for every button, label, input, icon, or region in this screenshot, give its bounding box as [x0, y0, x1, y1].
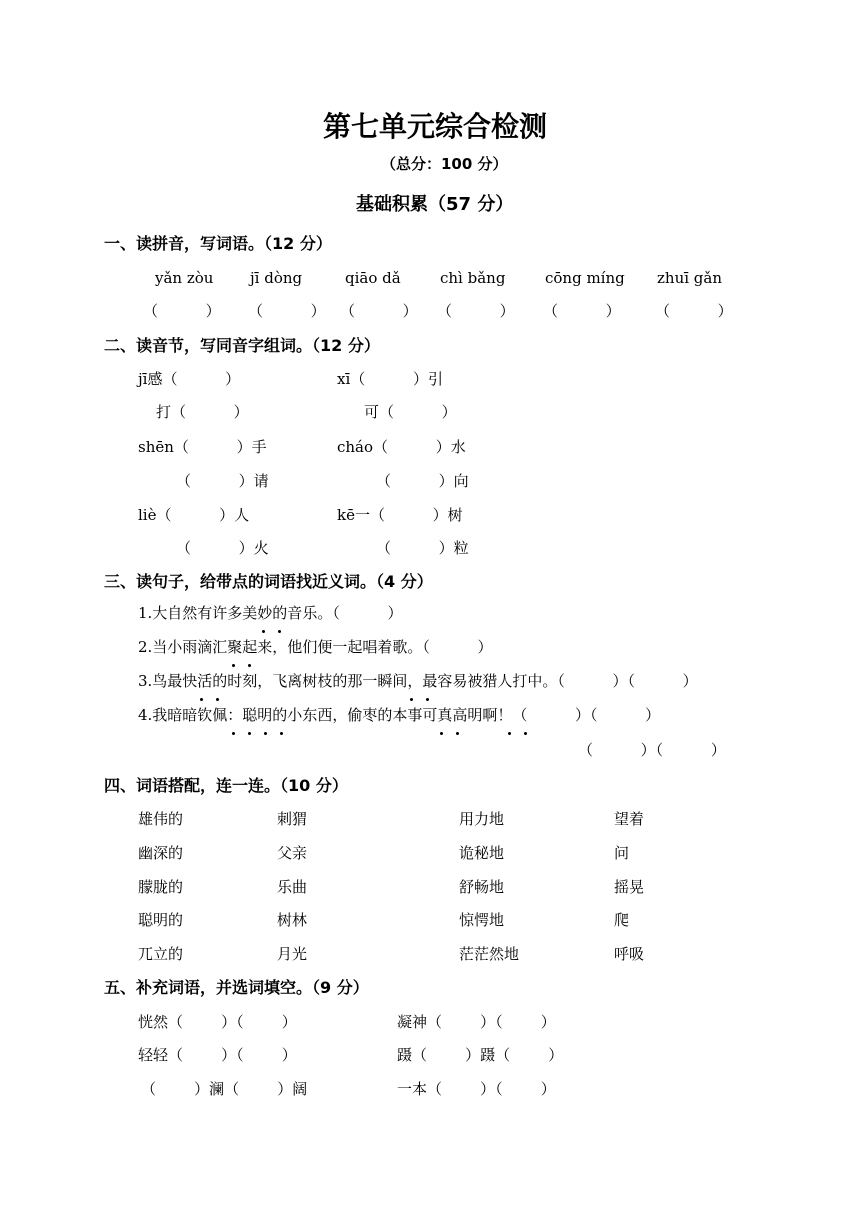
homophone-item[interactable]: shēn（ ）手 [138, 438, 267, 456]
emphasis-dot [456, 732, 459, 735]
homophone-item[interactable]: kē一（ ）树 [337, 506, 463, 524]
section-4-heading: 四、词语搭配，连一连。（10 分） [104, 776, 348, 795]
homophone-item[interactable]: jī感（ ） [138, 370, 241, 388]
emphasis-dot [280, 732, 283, 735]
emphasis-dot [278, 630, 281, 633]
match-right-word[interactable]: 树林 [277, 911, 308, 929]
total-score: （总分：100 分） [381, 155, 508, 173]
homophone-item[interactable]: （ ）粒 [376, 539, 469, 557]
pinyin-3: qiāo dǎ [345, 269, 401, 287]
emphasis-dot [508, 732, 511, 735]
homophone-item[interactable]: 打（ ） [156, 403, 249, 421]
answer-blank-5[interactable]: （ ） [543, 302, 621, 320]
emphasis-dot [200, 698, 203, 701]
homophone-item[interactable]: cháo（ ）水 [337, 438, 466, 456]
pinyin-5: cōng míng [545, 269, 625, 287]
match-left-word[interactable]: 朦胧的 [138, 878, 184, 896]
emphasis-dot [524, 732, 527, 735]
homophone-item[interactable]: 可（ ） [364, 403, 457, 421]
sentence-item-4[interactable]: 4.我暗暗钦佩：聪明的小东西，偷枣的本事可真高明啊！（ ）（ ） [138, 706, 661, 724]
emphasis-dot [216, 698, 219, 701]
match-right-word[interactable]: 父亲 [277, 844, 308, 862]
match-right-word[interactable]: 月光 [277, 945, 308, 963]
pinyin-6: zhuī gǎn [657, 269, 722, 287]
idiom-fill-item[interactable]: 恍然（ ）（ ） [138, 1013, 297, 1031]
emphasis-dot [410, 698, 413, 701]
emphasis-dot [232, 664, 235, 667]
emphasis-dot [440, 732, 443, 735]
match-right-word[interactable]: 乐曲 [277, 878, 308, 896]
section-5-heading: 五、补充词语，并选词填空。（9 分） [104, 978, 369, 997]
homophone-item[interactable]: （ ）向 [376, 472, 469, 490]
match-left-word[interactable]: 诡秘地 [459, 844, 505, 862]
answer-blank-4[interactable]: （ ） [437, 302, 515, 320]
homophone-item[interactable]: xī（ ）引 [337, 370, 443, 388]
idiom-fill-item[interactable]: 蹑（ ）蹑（ ） [397, 1046, 564, 1064]
match-left-word[interactable]: 用力地 [459, 810, 505, 828]
idiom-fill-item[interactable]: 轻轻（ ）（ ） [138, 1046, 297, 1064]
sentence-item-1[interactable]: 1.大自然有许多美妙的音乐。（ ） [138, 604, 403, 622]
section-3-heading: 三、读句子，给带点的词语找近义词。（4 分） [104, 572, 433, 591]
part-title: 基础积累（57 分） [356, 194, 514, 215]
answer-blank-2[interactable]: （ ） [248, 302, 326, 320]
match-left-word[interactable]: 惊愕地 [459, 911, 505, 929]
homophone-item[interactable]: liè（ ）人 [138, 506, 250, 524]
sentence-item-2[interactable]: 2.当小雨滴汇聚起来，他们便一起唱着歌。（ ） [138, 638, 493, 656]
match-left-word[interactable]: 兀立的 [138, 945, 184, 963]
emphasis-dot [248, 664, 251, 667]
idiom-fill-item[interactable]: （ ）澜（ ）阔 [141, 1080, 308, 1098]
idiom-fill-item[interactable]: 一本（ ）（ ） [397, 1080, 556, 1098]
pinyin-1: yǎn zòu [155, 269, 214, 287]
match-right-word[interactable]: 爬 [614, 911, 630, 929]
emphasis-dot [426, 698, 429, 701]
answer-blank-3[interactable]: （ ） [340, 302, 418, 320]
emphasis-dot [248, 732, 251, 735]
emphasis-dot [264, 732, 267, 735]
match-left-word[interactable]: 聪明的 [138, 911, 184, 929]
pinyin-4: chì bǎng [440, 269, 506, 287]
idiom-fill-item[interactable]: 凝神（ ）（ ） [397, 1013, 556, 1031]
match-right-word[interactable]: 问 [614, 844, 630, 862]
answer-blank-6[interactable]: （ ） [655, 302, 733, 320]
match-right-word[interactable]: 呼吸 [614, 945, 645, 963]
page-title: 第七单元综合检测 [323, 110, 548, 143]
match-left-word[interactable]: 幽深的 [138, 844, 184, 862]
section-1-heading: 一、读拼音，写词语。（12 分） [104, 234, 332, 253]
homophone-item[interactable]: （ ）请 [176, 472, 269, 490]
homophone-item[interactable]: （ ）火 [176, 539, 269, 557]
match-left-word[interactable]: 舒畅地 [459, 878, 505, 896]
section-2-heading: 二、读音节，写同音字组词。（12 分） [104, 336, 380, 355]
match-right-word[interactable]: 摇晃 [614, 878, 645, 896]
match-left-word[interactable]: 茫茫然地 [459, 945, 520, 963]
emphasis-dot [232, 732, 235, 735]
match-left-word[interactable]: 雄伟的 [138, 810, 184, 828]
emphasis-dot [262, 630, 265, 633]
sentence-item-4-extra-blanks[interactable]: （ ）（ ） [578, 741, 726, 759]
sentence-item-3[interactable]: 3.鸟最快活的时刻，飞离树枝的那一瞬间，最容易被猎人打中。（ ）（ ） [138, 672, 698, 690]
match-right-word[interactable]: 刺猬 [277, 810, 308, 828]
pinyin-2: jī dòng [250, 269, 303, 287]
answer-blank-1[interactable]: （ ） [143, 302, 221, 320]
match-right-word[interactable]: 望着 [614, 810, 645, 828]
